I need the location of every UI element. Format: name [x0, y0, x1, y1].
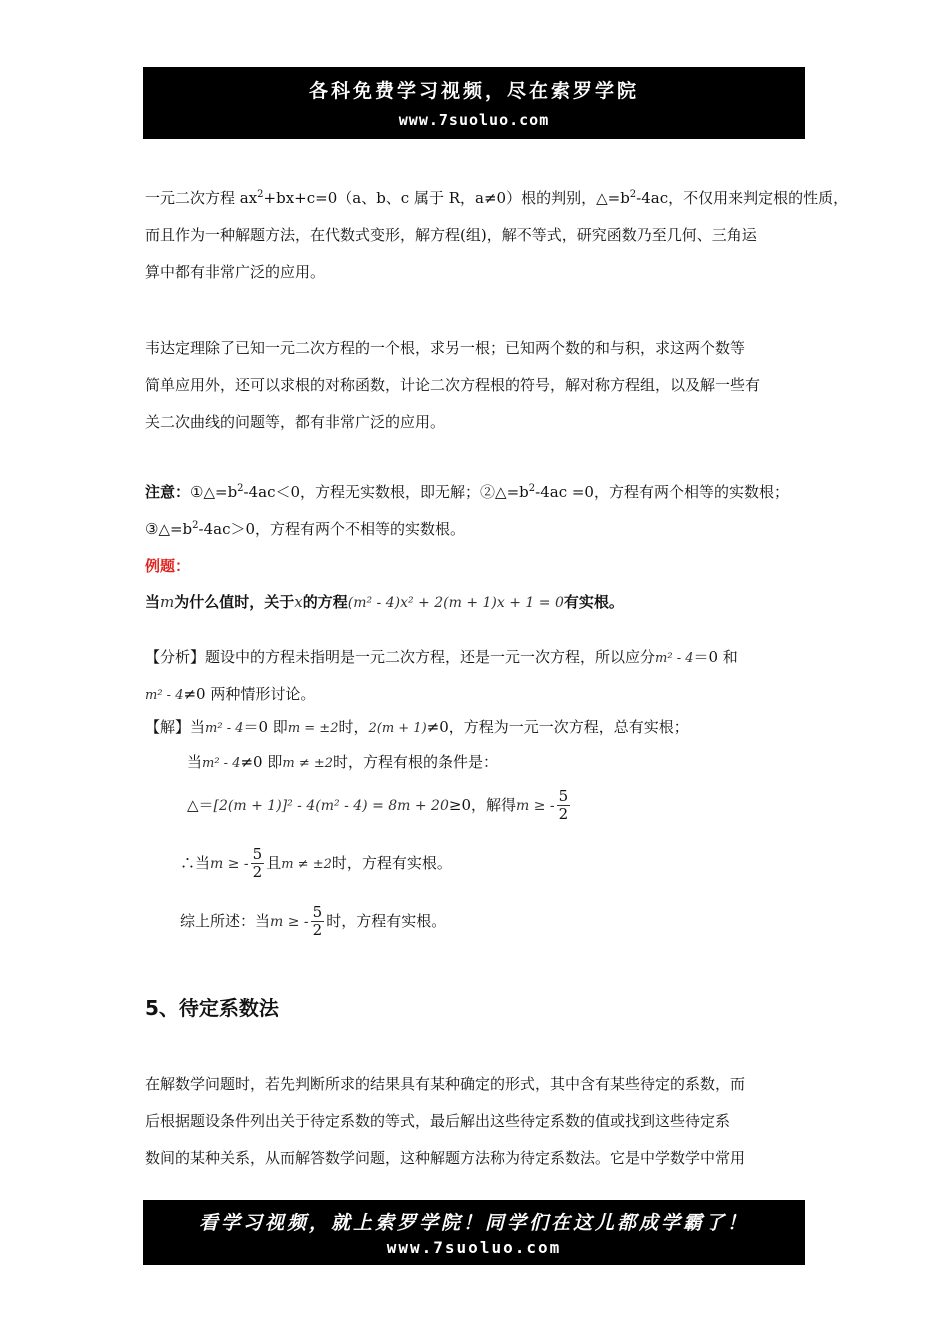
math-expr: m² - 4 — [145, 688, 184, 703]
superscript: 2 — [237, 483, 244, 494]
math-var: m — [160, 593, 175, 611]
text: ＝0 和 — [693, 648, 738, 666]
text: 题设中的方程未指明是一元二次方程，还是一元一次方程，所以应分 — [205, 648, 656, 666]
text: 时，方程有实根。 — [326, 911, 447, 930]
math-expr: m ≥ - — [516, 797, 555, 814]
math-expr: m ≠ ±2 — [281, 856, 332, 872]
example-label: 例题： — [145, 557, 191, 575]
example-question — [145, 591, 624, 612]
text: ∴当 — [180, 853, 211, 872]
para2-line1: 韦达定理除了已知一元二次方程的一个根，求另一根；已知两个数的和与积，求这两个数等 — [145, 339, 746, 357]
header-banner-title: 各科免费学习视频，尽在索罗学院 — [308, 80, 639, 102]
fraction-denominator: 2 — [312, 921, 323, 940]
math-expr: [2(m + 1)]² - 4(m² - 4) = 8m + 20 — [213, 797, 449, 814]
math-expr: 2(m + 1) — [368, 721, 427, 736]
text: 为什么值时，关于 — [174, 593, 295, 611]
section-heading: 5、待定系数法 — [145, 996, 279, 1020]
text: ③△=b — [145, 520, 193, 538]
solution-line3 — [187, 788, 572, 824]
text: ≠0，方程为一元一次方程，总有实根； — [426, 718, 689, 736]
math-equation: (m² - 4)x² + 2(m + 1)x + 1 = 0 — [347, 595, 564, 611]
para2-line2: 简单应用外，还可以求根的对称函数，计论二次方程根的符号，解对称方程组，以及解一些有 — [145, 376, 761, 394]
superscript: 2 — [629, 189, 637, 200]
footer-banner — [143, 1200, 805, 1265]
fraction-numerator: 5 — [558, 787, 569, 805]
text: +bx+c=0（a、b、c 属于 R，a≠0）根的判别，△=b — [263, 189, 630, 207]
para1-line2: 而且作为一种解题方法，在代数式变形，解方程(组)，解不等式，研究函数乃至几何、三角运 — [145, 226, 757, 244]
text: -4ac＜0，方程无实数根，即无解；②△=b — [243, 483, 529, 501]
analysis-line1 — [145, 646, 738, 667]
math-expr: m² - 4 — [205, 721, 244, 736]
header-banner-url[interactable]: www.7suoluo.com — [398, 111, 550, 129]
section5-line2: 后根据题设条件列出关于待定系数的等式，最后解出这些待定系数的值或找到这些待定系 — [145, 1112, 731, 1130]
superscript: 2 — [192, 520, 199, 531]
superscript: 2 — [257, 189, 264, 200]
math-expr: m = ±2 — [287, 721, 339, 736]
text: ≥0，解得 — [448, 795, 516, 814]
text: 且 — [266, 853, 282, 872]
fraction — [557, 788, 571, 824]
text: 有实根。 — [563, 593, 624, 611]
text: 当 — [190, 718, 206, 736]
text: ①△=b — [190, 483, 238, 501]
footer-banner-url[interactable]: www.7suoluo.com — [386, 1238, 562, 1257]
text: 时， — [338, 718, 369, 736]
math-expr: m ≥ - — [270, 913, 309, 930]
fraction — [311, 904, 325, 940]
fraction-denominator: 2 — [252, 863, 263, 882]
math-expr: m² - 4 — [202, 756, 241, 771]
solution-label: 【解】 — [145, 718, 191, 736]
fraction-denominator: 2 — [558, 805, 569, 824]
para1-line1 — [145, 187, 848, 208]
text: 时，方程有根的条件是： — [333, 753, 499, 771]
math-expr: m ≥ - — [210, 855, 249, 872]
solution-line2 — [187, 751, 498, 772]
fraction — [251, 846, 265, 882]
text: -4ac，不仅用来判定根的性质， — [636, 189, 849, 207]
analysis-line2 — [145, 683, 315, 704]
text: -4ac＞0，方程有两个不相等的实数根。 — [198, 520, 466, 538]
solution-line4 — [180, 846, 452, 882]
header-banner — [143, 67, 805, 139]
note-line2 — [145, 518, 465, 539]
text: 一元二次方程 ax — [145, 189, 258, 207]
footer-banner-title: 看学习视频，就上索罗学院！同学们在这儿都成学霸了！ — [198, 1212, 749, 1234]
text: ＝0 即 — [243, 718, 288, 736]
text: △＝ — [187, 795, 214, 814]
para1-line3: 算中都有非常广泛的应用。 — [145, 263, 326, 281]
solution-line1 — [145, 716, 689, 737]
para2-line3: 关二次曲线的问题等，都有非常广泛的应用。 — [145, 413, 446, 431]
text: ≠0 两种情形讨论。 — [183, 685, 316, 703]
analysis-label: 【分析】 — [145, 648, 206, 666]
section5-line3: 数间的某种关系，从而解答数学问题，这种解题方法称为待定系数法。它是中学数学中常用 — [145, 1149, 746, 1167]
note-line1 — [145, 481, 789, 502]
solution-line5 — [180, 904, 446, 940]
math-expr: m ≠ ±2 — [282, 756, 334, 771]
text: ≠0 即 — [240, 753, 283, 771]
superscript: 2 — [528, 483, 536, 494]
text: 综上所述：当 — [180, 911, 271, 930]
text: -4ac =0，方程有两个相等的实数根； — [535, 483, 789, 501]
math-var: x — [294, 593, 303, 611]
fraction-numerator: 5 — [312, 903, 323, 921]
fraction-numerator: 5 — [252, 845, 263, 863]
section5-line1: 在解数学问题时，若先判断所求的结果具有某种确定的形式，其中含有某些待定的系数，而 — [145, 1075, 746, 1093]
text: 时，方程有实根。 — [331, 853, 452, 872]
text: 当 — [145, 593, 161, 611]
note-label: 注意： — [145, 483, 191, 501]
text: 当 — [187, 753, 203, 771]
math-expr: m² - 4 — [655, 651, 694, 666]
text: 的方程 — [302, 593, 348, 611]
